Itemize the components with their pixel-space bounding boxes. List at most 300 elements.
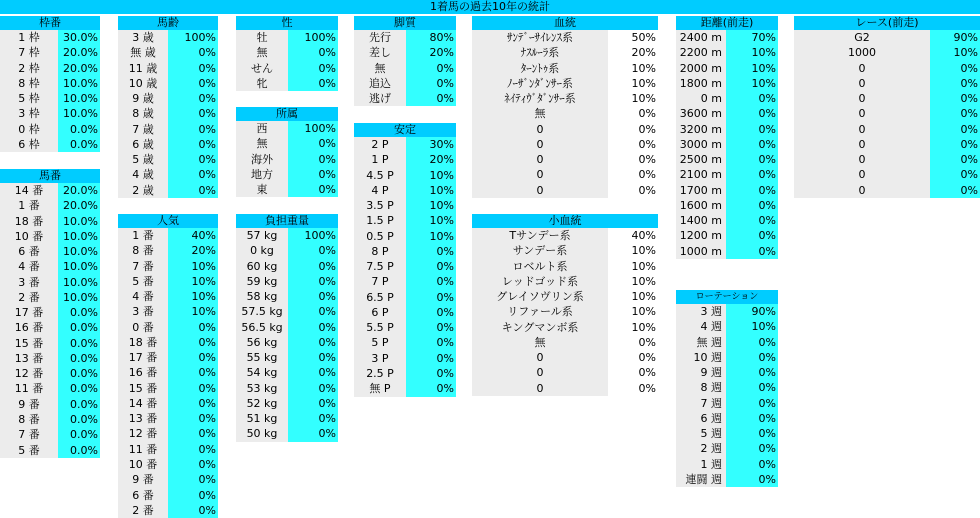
table-row [118, 243, 218, 258]
table-row [118, 106, 218, 121]
row-value: 0% [726, 106, 778, 121]
table-row [118, 457, 218, 472]
row-value: 0% [168, 106, 218, 121]
row-label: 無 [236, 45, 288, 60]
row-label: 0 kg [236, 243, 288, 258]
table-row [0, 214, 100, 229]
table-row [236, 350, 338, 365]
row-label: 2 番 [0, 290, 58, 305]
row-label: ﾉｰｻﾞﾝﾀﾞﾝｻｰ系 [472, 76, 608, 91]
table-header: 所属 [236, 107, 338, 121]
table-row [236, 289, 338, 304]
row-label: 0 [794, 167, 930, 182]
page-title: 1着馬の過去10年の統計 [0, 0, 980, 14]
table-row [354, 76, 456, 91]
row-label: 2 歳 [118, 183, 168, 198]
table-row [236, 304, 338, 319]
row-value: 0% [930, 183, 980, 198]
table-row [676, 137, 778, 152]
table-row [676, 122, 778, 137]
row-label: 10 番 [0, 229, 58, 244]
table-row [472, 365, 658, 380]
table-row [118, 228, 218, 243]
row-value: 0% [288, 335, 338, 350]
row-value: 0% [406, 76, 456, 91]
table-row [354, 137, 456, 152]
table-row [354, 152, 456, 167]
table-row [354, 183, 456, 198]
table-row [472, 228, 658, 243]
row-label: ﾀｰﾝﾄｩ系 [472, 61, 608, 76]
row-label: 6 P [354, 305, 406, 320]
table-row [236, 320, 338, 335]
table-header: 安定 [354, 123, 456, 137]
row-label: 0 [472, 350, 608, 365]
table-header: 性 [236, 16, 338, 30]
table-row [236, 121, 338, 136]
row-value: 10.0% [58, 106, 100, 121]
row-label: 8 枠 [0, 76, 58, 91]
table-row [118, 122, 218, 137]
row-value: 0% [288, 381, 338, 396]
row-label: 牝 [236, 76, 288, 91]
table-row [236, 45, 338, 60]
table-row [118, 30, 218, 45]
row-value: 0% [288, 426, 338, 441]
table-row [118, 488, 218, 503]
row-label: 3 週 [676, 304, 726, 319]
row-label: Tサンデー系 [472, 228, 608, 243]
row-value: 10% [726, 319, 778, 334]
row-label: 先行 [354, 30, 406, 45]
row-value: 0% [726, 137, 778, 152]
table-row [0, 275, 100, 290]
row-value: 10.0% [58, 290, 100, 305]
row-label: 3 番 [118, 304, 168, 319]
row-label: 2200 m [676, 45, 726, 60]
table-row [676, 244, 778, 259]
row-value: 0% [168, 183, 218, 198]
table-row [236, 411, 338, 426]
row-value: 0.0% [58, 366, 100, 381]
table-row [472, 259, 658, 274]
row-label: 0 [472, 152, 608, 167]
row-label: 0 [472, 183, 608, 198]
row-label: サンデー系 [472, 243, 608, 258]
table-row [676, 167, 778, 182]
row-value: 0% [168, 122, 218, 137]
table-row [236, 243, 338, 258]
table-row [354, 259, 456, 274]
row-label: 2 週 [676, 441, 726, 456]
row-label: 12 番 [0, 366, 58, 381]
row-value: 0% [168, 411, 218, 426]
row-value: 0% [406, 91, 456, 106]
table-row [0, 229, 100, 244]
row-value: 0% [406, 61, 456, 76]
row-label: レッドゴッド系 [472, 274, 608, 289]
row-value: 10% [406, 213, 456, 228]
table-row [236, 365, 338, 380]
table-row [236, 61, 338, 76]
row-label: 4 週 [676, 319, 726, 334]
table-row [354, 213, 456, 228]
table-row [472, 76, 658, 91]
row-label: 54 kg [236, 365, 288, 380]
row-label: 0 [794, 106, 930, 121]
row-value: 20% [608, 45, 658, 60]
row-value: 10% [608, 274, 658, 289]
table-row [118, 320, 218, 335]
row-label: 0 [472, 137, 608, 152]
row-label: 16 番 [0, 320, 58, 335]
row-label: 0 [794, 183, 930, 198]
row-label: グレイソヴリン系 [472, 289, 608, 304]
row-label: 6 番 [0, 244, 58, 259]
row-value: 0% [930, 137, 980, 152]
row-label: 4 番 [118, 289, 168, 304]
table-row [118, 45, 218, 60]
row-label: 0 [794, 137, 930, 152]
row-label: 1400 m [676, 213, 726, 228]
row-value: 10% [726, 76, 778, 91]
ninki-table [118, 214, 218, 518]
row-value: 0% [608, 350, 658, 365]
row-value: 10% [608, 91, 658, 106]
table-row [354, 366, 456, 381]
row-label: 14 番 [0, 183, 58, 198]
row-value: 0% [726, 167, 778, 182]
row-label: 1.5 P [354, 213, 406, 228]
row-value: 0% [726, 380, 778, 395]
row-value: 20.0% [58, 45, 100, 60]
row-label: 0 [794, 91, 930, 106]
row-value: 0.0% [58, 412, 100, 427]
row-value: 10% [608, 76, 658, 91]
row-value: 0% [726, 441, 778, 456]
row-label: 7 枠 [0, 45, 58, 60]
row-label: 1600 m [676, 198, 726, 213]
row-label: 15 番 [118, 381, 168, 396]
row-value: 10.0% [58, 259, 100, 274]
row-value: 0% [406, 244, 456, 259]
row-label: 3000 m [676, 137, 726, 152]
row-value: 0% [406, 320, 456, 335]
row-value: 0% [288, 320, 338, 335]
row-value: 20% [406, 152, 456, 167]
table-header: 人気 [118, 214, 218, 228]
row-value: 0% [288, 350, 338, 365]
row-label: 6 週 [676, 411, 726, 426]
table-header: 馬齢 [118, 16, 218, 30]
row-label: 8 番 [0, 412, 58, 427]
table-row [0, 290, 100, 305]
row-value: 0.0% [58, 122, 100, 137]
row-label: 60 kg [236, 259, 288, 274]
row-value: 10.0% [58, 275, 100, 290]
row-label: 6.5 P [354, 290, 406, 305]
table-row [354, 244, 456, 259]
race-table [794, 16, 980, 198]
table-row [118, 289, 218, 304]
row-label: 17 番 [0, 305, 58, 320]
row-value: 0% [288, 182, 338, 197]
row-label: 9 番 [0, 397, 58, 412]
row-value: 10% [608, 304, 658, 319]
table-row [676, 213, 778, 228]
row-label: 50 kg [236, 426, 288, 441]
row-label: 差し [354, 45, 406, 60]
row-value: 10.0% [58, 214, 100, 229]
row-value: 0% [608, 365, 658, 380]
row-value: 10% [608, 259, 658, 274]
row-label: 0 枠 [0, 122, 58, 137]
row-label: 0.5 P [354, 229, 406, 244]
table-row [472, 320, 658, 335]
row-label: 1000 [794, 45, 930, 60]
row-label: 14 番 [118, 396, 168, 411]
row-label: ﾈｲﾃｨｳﾞﾀﾞﾝｻｰ系 [472, 91, 608, 106]
row-label: 7 番 [118, 259, 168, 274]
table-row [236, 30, 338, 45]
row-value: 0% [406, 290, 456, 305]
row-value: 0% [726, 411, 778, 426]
table-row [794, 61, 980, 76]
row-value: 30.0% [58, 30, 100, 45]
row-value: 10% [608, 289, 658, 304]
row-label: 5 番 [118, 274, 168, 289]
row-value: 0% [288, 411, 338, 426]
row-label: 無 [472, 335, 608, 350]
table-row [676, 472, 778, 487]
row-value: 40% [168, 228, 218, 243]
table-row [794, 152, 980, 167]
row-label: 2100 m [676, 167, 726, 182]
row-label: 11 番 [118, 442, 168, 457]
row-value: 0% [168, 381, 218, 396]
table-row [354, 91, 456, 106]
table-row [118, 183, 218, 198]
row-label: 1000 m [676, 244, 726, 259]
row-value: 0% [288, 167, 338, 182]
row-label: 12 番 [118, 426, 168, 441]
row-label: 3 番 [0, 275, 58, 290]
row-value: 0% [608, 335, 658, 350]
table-row [472, 45, 658, 60]
row-label: 2 番 [118, 503, 168, 518]
row-label: 9 番 [118, 472, 168, 487]
row-value: 0% [608, 183, 658, 198]
row-label: 5 番 [0, 443, 58, 458]
row-value: 0% [288, 152, 338, 167]
table-header: 枠番 [0, 16, 100, 30]
table-row [354, 274, 456, 289]
table-row [794, 45, 980, 60]
row-label: 13 番 [118, 411, 168, 426]
row-value: 10% [726, 61, 778, 76]
sei-table [236, 16, 338, 91]
row-value: 0.0% [58, 351, 100, 366]
table-row [354, 381, 456, 396]
row-label: 西 [236, 121, 288, 136]
row-value: 10% [168, 289, 218, 304]
row-value: 0% [608, 106, 658, 121]
row-value: 0% [168, 442, 218, 457]
row-value: 0% [406, 259, 456, 274]
table-row [354, 320, 456, 335]
table-row [794, 30, 980, 45]
row-label: 11 番 [0, 381, 58, 396]
table-row [0, 336, 100, 351]
table-row [236, 182, 338, 197]
row-label: 1200 m [676, 228, 726, 243]
row-value: 0% [608, 137, 658, 152]
row-label: 5 歳 [118, 152, 168, 167]
row-label: 52 kg [236, 396, 288, 411]
row-label: 0 [472, 167, 608, 182]
table-row [676, 183, 778, 198]
table-row [118, 61, 218, 76]
row-value: 0% [608, 381, 658, 396]
table-header: 馬番 [0, 169, 100, 183]
row-value: 0% [930, 152, 980, 167]
row-label: 1 番 [0, 198, 58, 213]
row-value: 0% [608, 167, 658, 182]
table-row [236, 259, 338, 274]
row-value: 20.0% [58, 183, 100, 198]
row-label: 無 [354, 61, 406, 76]
table-row [0, 61, 100, 76]
row-label: 8 番 [118, 243, 168, 258]
row-value: 0% [726, 198, 778, 213]
row-label: 地方 [236, 167, 288, 182]
row-value: 10.0% [58, 91, 100, 106]
row-value: 0.0% [58, 137, 100, 152]
row-label: 1800 m [676, 76, 726, 91]
row-label: 4 P [354, 183, 406, 198]
row-value: 100% [168, 30, 218, 45]
table-row [236, 396, 338, 411]
row-label: 4 歳 [118, 167, 168, 182]
row-value: 0% [288, 61, 338, 76]
table-row [118, 167, 218, 182]
table-row [0, 198, 100, 213]
row-value: 0.0% [58, 443, 100, 458]
table-row [354, 198, 456, 213]
row-label: キングマンボ系 [472, 320, 608, 335]
table-row [676, 396, 778, 411]
row-value: 0% [168, 335, 218, 350]
row-label: 2000 m [676, 61, 726, 76]
row-value: 0% [726, 396, 778, 411]
waku-table [0, 16, 100, 152]
row-value: 0% [168, 61, 218, 76]
table-row [676, 304, 778, 319]
row-value: 0% [168, 396, 218, 411]
row-value: 0.0% [58, 305, 100, 320]
row-label: 11 歳 [118, 61, 168, 76]
row-label: 2500 m [676, 152, 726, 167]
row-label: 0 [472, 122, 608, 137]
table-row [118, 76, 218, 91]
table-row [0, 427, 100, 442]
row-label: 無 [236, 136, 288, 151]
row-label: 5 枠 [0, 91, 58, 106]
table-row [118, 426, 218, 441]
table-row [472, 122, 658, 137]
row-label: 9 歳 [118, 91, 168, 106]
row-label: 2 枠 [0, 61, 58, 76]
row-value: 0% [168, 503, 218, 518]
table-row [0, 381, 100, 396]
row-label: 7 週 [676, 396, 726, 411]
row-label: G2 [794, 30, 930, 45]
table-row [0, 183, 100, 198]
table-row [354, 168, 456, 183]
table-row [676, 228, 778, 243]
row-label: せん [236, 61, 288, 76]
table-row [0, 122, 100, 137]
row-label: 58 kg [236, 289, 288, 304]
table-row [472, 381, 658, 396]
row-label: 10 番 [118, 457, 168, 472]
row-label: 7 番 [0, 427, 58, 442]
row-value: 0% [168, 152, 218, 167]
row-label: 57.5 kg [236, 304, 288, 319]
table-row [118, 274, 218, 289]
table-row [676, 30, 778, 45]
table-row [794, 167, 980, 182]
row-value: 100% [288, 30, 338, 45]
table-header: レース(前走) [794, 16, 980, 30]
row-value: 0.0% [58, 320, 100, 335]
row-value: 0% [406, 305, 456, 320]
kyakushitsu-table [354, 16, 456, 106]
table-row [472, 152, 658, 167]
row-label: 17 番 [118, 350, 168, 365]
row-label: 0 番 [118, 320, 168, 335]
table-row [472, 91, 658, 106]
row-value: 70% [726, 30, 778, 45]
row-label: 無 [472, 106, 608, 121]
row-value: 0% [406, 381, 456, 396]
table-row [0, 45, 100, 60]
table-row [0, 443, 100, 458]
table-row [236, 152, 338, 167]
antei-table [354, 123, 456, 397]
row-label: 5.5 P [354, 320, 406, 335]
row-value: 10% [168, 259, 218, 274]
row-label: 1 枠 [0, 30, 58, 45]
row-value: 10% [406, 229, 456, 244]
table-row [472, 183, 658, 198]
table-row [676, 319, 778, 334]
row-value: 0% [288, 365, 338, 380]
table-row [236, 76, 338, 91]
table-row [236, 381, 338, 396]
row-label: 1 週 [676, 457, 726, 472]
row-value: 30% [406, 137, 456, 152]
table-row [118, 503, 218, 518]
row-label: 59 kg [236, 274, 288, 289]
table-row [0, 91, 100, 106]
row-value: 0% [930, 61, 980, 76]
table-row [676, 45, 778, 60]
row-value: 0% [168, 76, 218, 91]
table-row [118, 91, 218, 106]
row-value: 0% [168, 488, 218, 503]
row-value: 0% [726, 213, 778, 228]
